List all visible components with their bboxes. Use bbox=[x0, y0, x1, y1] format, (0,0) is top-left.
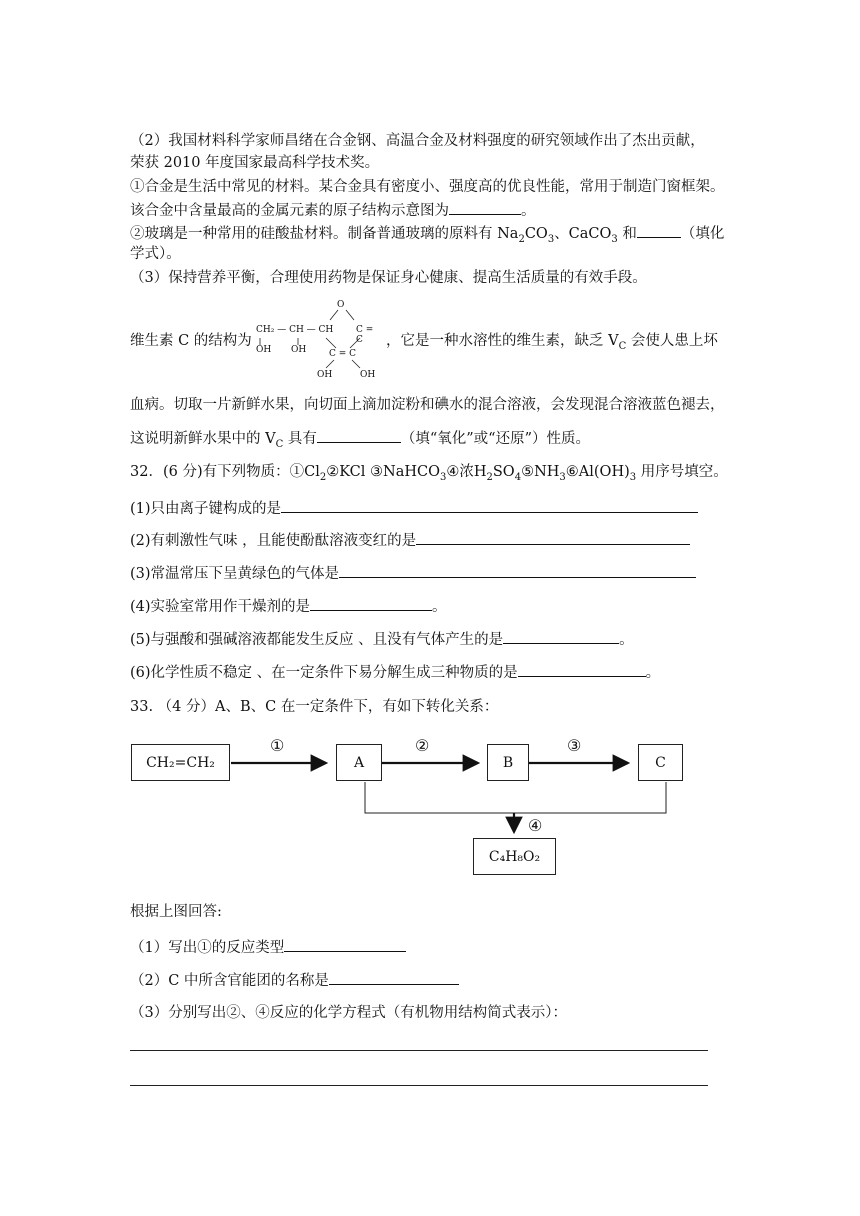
q32-item-5-period: 。 bbox=[619, 632, 634, 648]
connector-a-c bbox=[365, 782, 666, 813]
answer-line-2[interactable] bbox=[130, 1085, 708, 1086]
box-product bbox=[473, 838, 556, 875]
step-3-label: ③ bbox=[567, 736, 582, 755]
molecule-o: O bbox=[337, 300, 345, 310]
q32-head-e: ⑤NH bbox=[521, 464, 560, 480]
q31-item2-text-d: 和 bbox=[617, 226, 637, 242]
q31-vitamin-c-line2: 血病。切取一片新鲜水果，向切面上滴加淀粉和碘水的混合溶液，会发现混合溶液蓝色褪去， bbox=[130, 397, 725, 413]
q31-item2-text-a: ②玻璃是一种常用的硅酸盐材料。制备普通玻璃的原料有 Na bbox=[130, 226, 519, 242]
molecule-cc-top: C = C bbox=[356, 325, 374, 345]
box-product-label: C₄H₈O₂ bbox=[488, 848, 541, 865]
sub: 2 bbox=[486, 471, 493, 483]
answer-line-1[interactable] bbox=[130, 1050, 708, 1051]
step-1-label: ① bbox=[270, 736, 285, 755]
q31-item2-text-c: 、CaCO bbox=[554, 226, 612, 242]
molecule-cc-bottom: C = C bbox=[329, 349, 357, 359]
molecule-oh-1: OH bbox=[256, 345, 272, 355]
sub: 2 bbox=[319, 471, 327, 483]
vitamin-c-l3-b: 具有 bbox=[283, 431, 317, 447]
box-c bbox=[638, 744, 683, 781]
q31-part2-title-line2: 荣获 2010 年度国家最高科学技术奖。 bbox=[130, 155, 380, 171]
vitamin-c-intro: 维生素 C 的结构为 bbox=[130, 333, 252, 349]
q32-head-a: 32．(6 分)有下列物质：①Cl bbox=[130, 464, 320, 480]
sub: 3 bbox=[559, 471, 566, 483]
molecule-oh-3: OH bbox=[317, 370, 333, 380]
q31-item2-text-b: CO bbox=[524, 226, 548, 242]
box-b bbox=[487, 744, 529, 781]
q31-item2-line2: 学式）。 bbox=[130, 246, 181, 262]
q32-item-6-period: 。 bbox=[645, 665, 661, 681]
q32-item-5-text: (5)与强酸和强碱溶液都能发生反应 、且没有气体产生的是 bbox=[130, 632, 504, 648]
molecule-oh-4: OH bbox=[360, 370, 376, 380]
step-2-label: ② bbox=[415, 736, 430, 755]
q31-item1-line1: ①合金是生活中常见的材料。某合金具有密度小、强度高的优良性能，常用于制造门窗框架。 bbox=[130, 179, 725, 195]
q33-item-2 bbox=[130, 969, 459, 991]
box-ethylene bbox=[131, 744, 230, 781]
q32-item-1-text: (1)只由离子键构成的是 bbox=[130, 501, 282, 517]
sub: 3 bbox=[611, 233, 618, 245]
sub: 2 bbox=[518, 233, 525, 245]
q33-item-1-blank[interactable] bbox=[284, 936, 406, 952]
q32-item-4-text: (4)实验室常用作干燥剂的是 bbox=[130, 599, 311, 615]
vitamin-c-sub: C bbox=[618, 340, 627, 352]
q32-item-3-text: (3)常温常压下呈黄绿色的气体是 bbox=[130, 566, 340, 582]
step-4-label: ④ bbox=[528, 816, 543, 835]
q32-item-4-period: 。 bbox=[432, 599, 447, 615]
q31-part3-title: （3）保持营养平衡，合理使用药物是保证身心健康、提高生活质量的有效手段。 bbox=[130, 270, 647, 286]
q33-answer-intro: 根据上图回答: bbox=[130, 904, 222, 920]
q33-item-2-text: （2）C 中所含官能团的名称是 bbox=[130, 973, 329, 989]
box-a bbox=[336, 744, 382, 781]
q31-item1-period: 。 bbox=[521, 203, 536, 219]
q32-item-6-text: (6)化学性质不稳定 、在一定条件下易分解生成三种物质的是 bbox=[130, 665, 518, 681]
vitamin-c-l3-sub: C bbox=[275, 438, 284, 450]
box-c-label: C bbox=[655, 754, 666, 771]
q33-item-1 bbox=[130, 936, 406, 958]
sub: 3 bbox=[547, 233, 555, 245]
q33-item-1-text: （1）写出①的反应类型 bbox=[130, 940, 285, 956]
q32-head-b: ②KCl ③NaHCO bbox=[326, 464, 440, 480]
molecule-oh-2: OH bbox=[291, 345, 307, 355]
vitamin-c-l3-c: （填“氧化”或“还原”）性质。 bbox=[400, 431, 591, 447]
q32-head-f: ⑥Al(OH) bbox=[565, 464, 630, 480]
molecule-backbone: CH₂ — CH — CH bbox=[256, 325, 334, 335]
q31-item2-text-e: （填化 bbox=[680, 226, 725, 242]
box-a-label: A bbox=[353, 754, 365, 771]
sub: 3 bbox=[629, 471, 637, 483]
q31-item1-text: 该合金中含量最高的金属元素的原子结构示意图为 bbox=[130, 203, 449, 219]
q33-item-2-blank[interactable] bbox=[329, 969, 459, 985]
sub: 4 bbox=[514, 471, 522, 483]
q32-item-2-text: (2)有刺激性气味 ，且能使酚酞溶液变红的是 bbox=[130, 533, 417, 549]
q33-item-3: （3）分别写出②、④反应的化学方程式（有机物用结构简式表示）： bbox=[130, 1005, 567, 1021]
sub: 3 bbox=[439, 471, 447, 483]
vitamin-c-l3-a: 这说明新鲜水果中的 V bbox=[130, 431, 276, 447]
box-ethylene-label: CH₂=CH₂ bbox=[146, 754, 215, 771]
box-b-label: B bbox=[502, 754, 514, 771]
q31-part2-title-line1: （2）我国材料科学家师昌绪在合金钢、高温合金及材料强度的研究领域作出了杰出贡献， bbox=[130, 133, 705, 149]
q32-head-d: SO bbox=[492, 464, 515, 480]
q33-heading: 33. （4 分）A、B、C 在一定条件下，有如下转化关系： bbox=[130, 699, 499, 715]
q32-head-g: 用序号填空。 bbox=[636, 464, 728, 480]
q32-head-c: ④浓H bbox=[446, 464, 487, 480]
vitamin-c-desc-2: 会使人患上坏 bbox=[626, 333, 718, 349]
vitamin-c-desc: ，它是一种水溶性的维生素，缺乏 V bbox=[386, 333, 619, 349]
